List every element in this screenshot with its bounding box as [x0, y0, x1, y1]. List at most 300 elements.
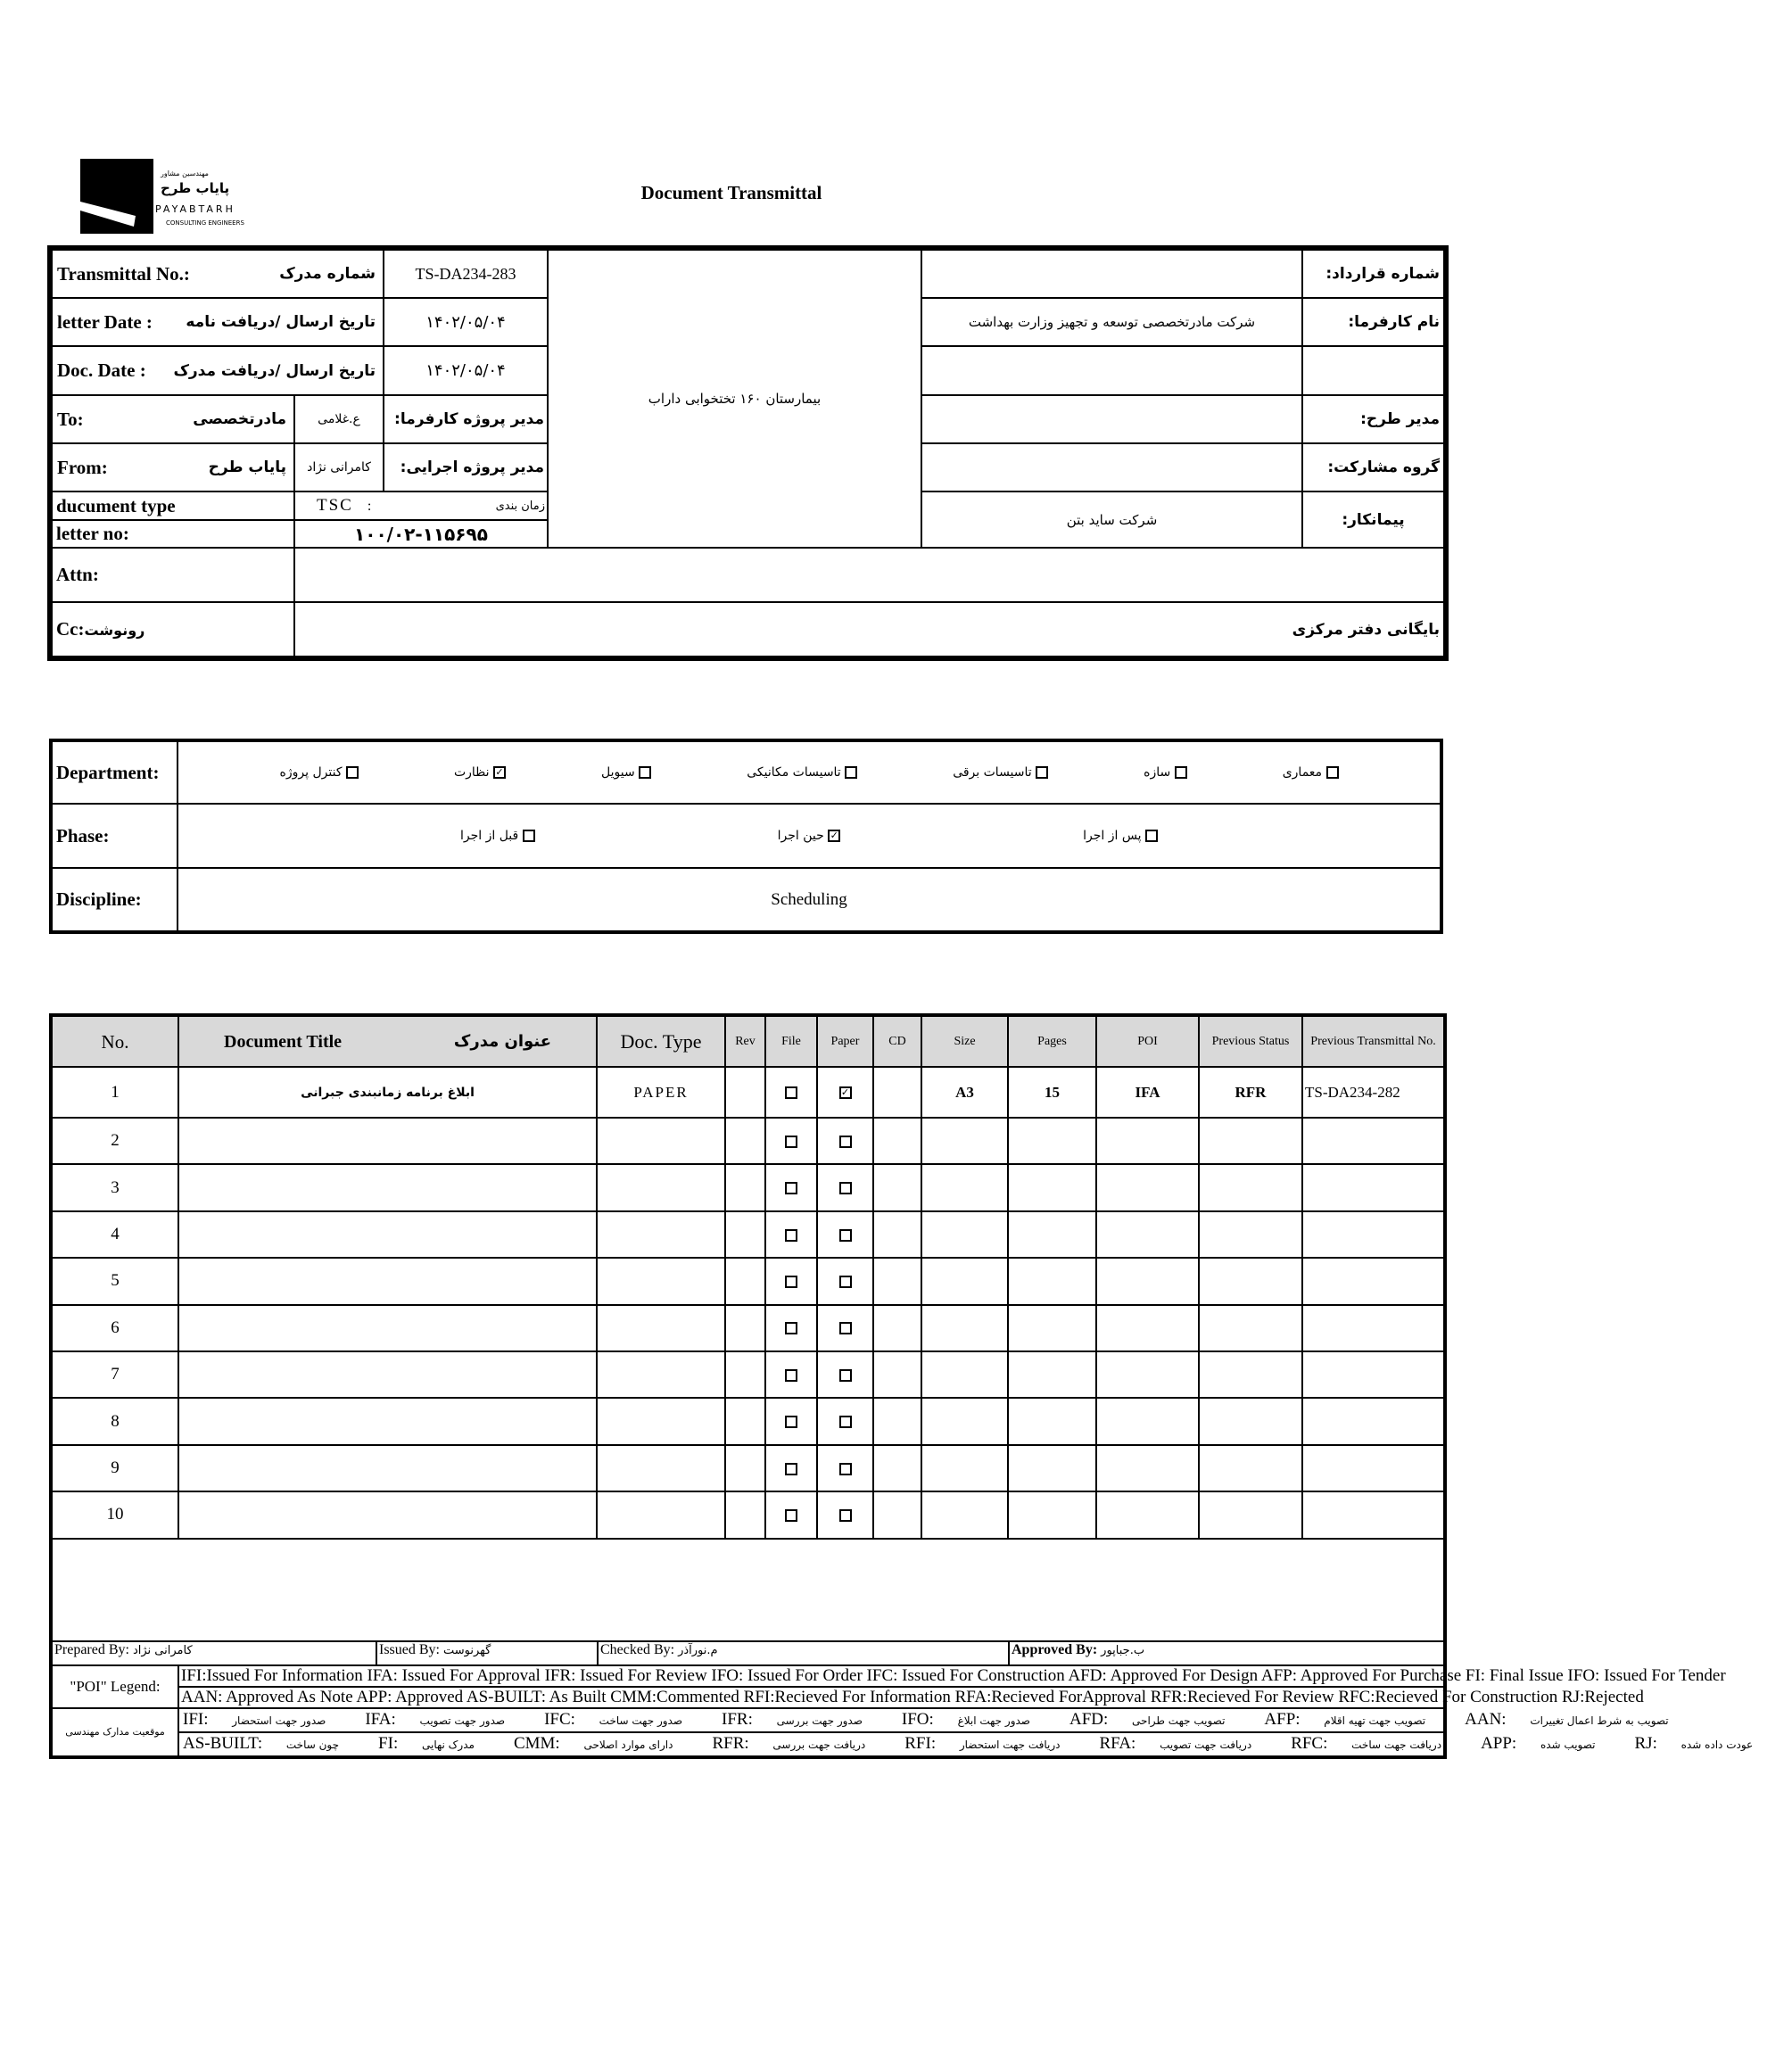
row-title [178, 1118, 597, 1164]
row-file[interactable] [765, 1067, 817, 1118]
phase-option-label: پس از اجرا [1083, 829, 1142, 843]
row-rev [725, 1258, 765, 1304]
row-paper[interactable] [817, 1164, 873, 1210]
contract-no-label: شماره قرارداد: [1302, 249, 1445, 298]
row-prev-status: RFR [1199, 1067, 1302, 1118]
row-pages [1008, 1305, 1096, 1351]
row-paper[interactable] [817, 1211, 873, 1258]
row-no: 2 [51, 1118, 178, 1164]
department-option[interactable] [454, 765, 506, 780]
legend-code: IFI: [183, 1710, 209, 1730]
partnership-value [921, 443, 1302, 491]
department-option-label: تاسیسات مکانیکی [747, 765, 841, 780]
phase-options [178, 829, 1440, 843]
document-type-label: ducument type [51, 491, 294, 520]
department-option-label: کنترل پروژه [279, 765, 343, 780]
plan-manager-value [921, 395, 1302, 443]
row-cd [873, 1211, 921, 1258]
row-doc-type [597, 1351, 725, 1398]
department-option-label: سیویل [601, 765, 635, 780]
location-legend-item [514, 1734, 693, 1753]
table-row [51, 1445, 1445, 1491]
checked-by-label: Checked By: [600, 1641, 675, 1657]
row-cd [873, 1305, 921, 1351]
prepared-by-label: Prepared By: [54, 1641, 129, 1657]
row-rev [725, 1445, 765, 1491]
department-option[interactable] [601, 765, 651, 780]
blank-label [1302, 346, 1445, 395]
row-rev [725, 1491, 765, 1538]
row-file[interactable] [765, 1445, 817, 1491]
row-poi [1096, 1445, 1199, 1491]
row-poi [1096, 1305, 1199, 1351]
letter-no-value: ۱۰۰/۰۲-۱۱۵۶۹۵ [294, 520, 548, 548]
location-legend-item [1069, 1710, 1244, 1729]
row-prev-transmittal: TS-DA234-282 [1302, 1067, 1445, 1118]
location-legend-item [902, 1710, 1050, 1729]
department-option[interactable] [280, 765, 359, 780]
row-file[interactable] [765, 1211, 817, 1258]
letter-date-label: letter Date : [57, 310, 153, 333]
row-rev [725, 1067, 765, 1118]
row-doc-type [597, 1445, 725, 1491]
logo-mark-icon [80, 159, 153, 234]
executive-pm-label: مدیر پروژه اجرایی: [384, 443, 548, 491]
legend-code: IFC: [544, 1710, 575, 1730]
file-checkbox-icon[interactable] [785, 1276, 797, 1288]
document-type-sep: : [367, 499, 372, 514]
department-option[interactable] [953, 765, 1048, 780]
blank-value [921, 346, 1302, 395]
issued-by-name: گهرنوست [443, 1643, 491, 1657]
row-size [921, 1351, 1008, 1398]
legend-code: APP: [1481, 1734, 1517, 1754]
to-name: ع.غلامی [294, 395, 384, 443]
row-size [921, 1211, 1008, 1258]
col-paper: Paper [817, 1015, 873, 1067]
row-doc-type [597, 1491, 725, 1538]
location-label: موقعیت مدارک مهندسی [51, 1708, 178, 1757]
row-pages [1008, 1164, 1096, 1210]
plan-manager-label: مدیر طرح: [1302, 395, 1445, 443]
row-title: ابلاغ برنامه زمانبندی جبرانی [178, 1067, 597, 1118]
location-legend-item [378, 1734, 494, 1753]
legend-code: IFR: [722, 1710, 753, 1730]
legend-desc: چون ساخت [285, 1739, 340, 1752]
row-no: 8 [51, 1398, 178, 1444]
legend-code: IFA: [365, 1710, 396, 1730]
legend-code: RFR: [712, 1734, 749, 1754]
row-size [921, 1445, 1008, 1491]
row-rev [725, 1398, 765, 1444]
legend-desc: صدور جهت بررسی [776, 1714, 863, 1728]
row-prev-transmittal [1302, 1305, 1445, 1351]
table-row [51, 1067, 1445, 1118]
col-title-en: Document Title [224, 1031, 343, 1052]
contractor-value: شرکت ساید بتن [921, 491, 1302, 548]
client-name-label: نام کارفرما: [1302, 298, 1445, 346]
row-prev-status [1199, 1445, 1302, 1491]
legend-desc: دریافت جهت بررسی [772, 1739, 866, 1752]
legend-code: RFC: [1291, 1734, 1328, 1754]
row-rev [725, 1351, 765, 1398]
col-doc-type: Doc. Type [597, 1015, 725, 1067]
doc-date-label: Doc. Date : [57, 359, 146, 381]
row-doc-type [597, 1305, 725, 1351]
location-legend-item [1465, 1710, 1689, 1729]
letter-no-label: letter no: [51, 520, 294, 548]
paper-checkbox-icon[interactable] [839, 1369, 852, 1382]
department-option-label: معماری [1282, 765, 1323, 780]
col-prev-status: Previous Status [1199, 1015, 1302, 1067]
transmittal-no-label: Transmittal No.: [57, 262, 190, 285]
client-name-value: شرکت مادرتخصصی توسعه و تجهیز وزارت بهداشت [921, 298, 1302, 346]
table-row [51, 1305, 1445, 1351]
file-checkbox-icon[interactable] [785, 1086, 797, 1099]
location-legend-item [1291, 1734, 1461, 1753]
approved-by-name: ب.جباپور [1101, 1643, 1145, 1657]
prepared-by-name: کامرانی نژاد [132, 1643, 193, 1657]
legend-desc: تصویب جهت طراحی [1132, 1714, 1226, 1728]
row-no: 9 [51, 1445, 178, 1491]
row-paper[interactable] [817, 1351, 873, 1398]
table-row [51, 1258, 1445, 1304]
row-pages [1008, 1445, 1096, 1491]
department-option[interactable] [747, 765, 857, 780]
logo-fa-name: پایاب طرح [161, 180, 230, 196]
poi-legend-line1: IFI:Issued For Information IFA: Issued For Approval IFR: Issued For Review IFO: Issued For Order IFC: Issued For Construction AFD: Approved For Design AFP: Approved For Purchase FI: Final Issue IFO: Issued For Tender [178, 1665, 1445, 1687]
checkbox-icon[interactable] [1145, 830, 1158, 842]
location-legend-item [712, 1734, 885, 1753]
blank-area [51, 1539, 1445, 1641]
row-pages [1008, 1491, 1096, 1538]
approved-by-label: Approved By: [1012, 1641, 1098, 1657]
legend-desc: عودت داده شده [1681, 1739, 1754, 1752]
poi-legend-label: "POI" Legend: [51, 1665, 178, 1708]
location-legend-item [365, 1710, 524, 1729]
paper-checkbox-icon[interactable] [839, 1136, 852, 1148]
checkbox-icon[interactable]: ✓ [493, 766, 506, 779]
phase-option[interactable] [778, 829, 841, 843]
row-prev-status [1199, 1164, 1302, 1210]
row-rev [725, 1211, 765, 1258]
row-cd [873, 1398, 921, 1444]
col-file: File [765, 1015, 817, 1067]
row-poi [1096, 1164, 1199, 1210]
department-option[interactable] [1283, 765, 1339, 780]
company-logo [80, 159, 268, 235]
location-legend-line4 [178, 1732, 1754, 1757]
legend-desc: دریافت جهت تصویب [1160, 1739, 1252, 1752]
legend-code: FI: [378, 1734, 399, 1754]
table-row [51, 1211, 1445, 1258]
row-rev [725, 1305, 765, 1351]
location-legend-item [904, 1734, 1079, 1753]
col-size: Size [921, 1015, 1008, 1067]
file-checkbox-icon[interactable] [785, 1182, 797, 1194]
letter-date-fa-label: تاریخ ارسال /دریافت نامه [186, 313, 376, 331]
row-paper[interactable] [817, 1445, 873, 1491]
legend-code: CMM: [513, 1734, 560, 1754]
paper-checkbox-icon[interactable] [839, 1182, 852, 1194]
row-prev-status [1199, 1398, 1302, 1444]
row-no: 1 [51, 1067, 178, 1118]
department-option[interactable] [1144, 765, 1187, 780]
checkbox-icon[interactable] [1326, 766, 1339, 779]
legend-desc: تصویب شده [1540, 1739, 1596, 1752]
location-legend-item [183, 1734, 359, 1753]
row-poi [1096, 1351, 1199, 1398]
row-no: 7 [51, 1351, 178, 1398]
row-cd [873, 1258, 921, 1304]
col-pages: Pages [1008, 1015, 1096, 1067]
paper-checkbox-icon[interactable] [839, 1322, 852, 1334]
row-prev-status [1199, 1118, 1302, 1164]
row-doc-type [597, 1164, 725, 1210]
discipline-label: Discipline: [51, 868, 178, 932]
checkbox-icon[interactable] [523, 830, 535, 842]
doc-date-value: ۱۴۰۲/۰۵/۰۴ [384, 346, 548, 395]
row-prev-status [1199, 1211, 1302, 1258]
row-no: 10 [51, 1491, 178, 1538]
row-size: A3 [921, 1067, 1008, 1118]
checkbox-icon[interactable] [346, 766, 359, 779]
row-prev-status [1199, 1491, 1302, 1538]
row-cd [873, 1351, 921, 1398]
legend-desc: دارای موارد اصلاحی [583, 1739, 673, 1752]
row-file[interactable] [765, 1118, 817, 1164]
col-title-fa: عنوان مدرک [453, 1031, 551, 1051]
row-size [921, 1164, 1008, 1210]
row-file[interactable] [765, 1164, 817, 1210]
legend-code: RFA: [1099, 1734, 1136, 1754]
row-title [178, 1164, 597, 1210]
row-file[interactable] [765, 1258, 817, 1304]
legend-code: AFP: [1264, 1710, 1301, 1730]
client-pm-label: مدیر پروژه کارفرما: [384, 395, 548, 443]
row-prev-transmittal [1302, 1445, 1445, 1491]
row-no: 3 [51, 1164, 178, 1210]
phase-label: Phase: [51, 804, 178, 868]
legend-desc: تصویب جهت تهیه اقلام [1324, 1714, 1426, 1728]
phase-option-label: حین اجرا [777, 829, 824, 843]
row-doc-type [597, 1118, 725, 1164]
row-prev-transmittal [1302, 1258, 1445, 1304]
legend-desc: دریافت جهت استحضار [959, 1739, 1061, 1752]
legend-desc: صدور جهت تصویب [419, 1714, 506, 1728]
row-cd [873, 1164, 921, 1210]
col-poi: POI [1096, 1015, 1199, 1067]
department-options [178, 765, 1440, 780]
department-label: Department: [51, 740, 178, 804]
checkbox-icon[interactable] [639, 766, 651, 779]
row-paper[interactable] [817, 1305, 873, 1351]
from-name: کامرانی نژاد [294, 443, 384, 491]
paper-checkbox-icon[interactable] [839, 1229, 852, 1242]
paper-checkbox-icon[interactable] [839, 1276, 852, 1288]
letter-date-value: ۱۴۰۲/۰۵/۰۴ [384, 298, 548, 346]
row-paper[interactable] [817, 1398, 873, 1444]
row-pages: 15 [1008, 1067, 1096, 1118]
row-rev [725, 1164, 765, 1210]
legend-code: RFI: [904, 1734, 937, 1754]
row-no: 5 [51, 1258, 178, 1304]
table-row [51, 1118, 1445, 1164]
poi-legend-line2: AAN: Approved As Note APP: Approved AS-BUILT: As Built CMM:Commented RFI:Recieved For Information RFA:Recieved ForApproval RFR:Recieved For Review RFC:Recieved For Construction RJ:Rejected [178, 1687, 1445, 1708]
project-name: بیمارستان ۱۶۰ تختخوابی داراب [548, 249, 921, 548]
attn-label: Attn: [51, 548, 294, 602]
checkbox-icon[interactable]: ✓ [828, 830, 840, 842]
row-doc-type [597, 1398, 725, 1444]
legend-desc: مدرک نهایی [421, 1739, 475, 1752]
row-size [921, 1398, 1008, 1444]
row-prev-status [1199, 1351, 1302, 1398]
cc-fa-label: رونوشت [84, 622, 145, 639]
row-title [178, 1211, 597, 1258]
row-pages [1008, 1258, 1096, 1304]
row-prev-transmittal [1302, 1118, 1445, 1164]
row-rev [725, 1118, 765, 1164]
row-size [921, 1305, 1008, 1351]
row-size [921, 1118, 1008, 1164]
legend-code: AAN: [1465, 1710, 1507, 1730]
table-row [51, 1491, 1445, 1538]
legend-code: AFD: [1069, 1710, 1109, 1730]
row-paper[interactable] [817, 1258, 873, 1304]
checked-by-name: م.نورآذر [678, 1643, 718, 1657]
from-label: From: [57, 456, 108, 478]
file-checkbox-icon[interactable] [785, 1229, 797, 1242]
legend-code: IFO: [901, 1710, 934, 1730]
legend-code: AS-BUILT: [183, 1734, 263, 1754]
row-doc-type [597, 1211, 725, 1258]
row-pages [1008, 1351, 1096, 1398]
file-checkbox-icon[interactable] [785, 1416, 797, 1428]
row-pages [1008, 1211, 1096, 1258]
row-paper[interactable] [817, 1067, 873, 1118]
row-no: 4 [51, 1211, 178, 1258]
cc-value: بایگانی دفتر مرکزی [294, 602, 1445, 657]
file-checkbox-icon[interactable] [785, 1509, 797, 1522]
row-cd [873, 1445, 921, 1491]
file-checkbox-icon[interactable] [785, 1463, 797, 1475]
row-title [178, 1398, 597, 1444]
row-title [178, 1351, 597, 1398]
row-doc-type [597, 1258, 725, 1304]
phase-option[interactable] [460, 829, 535, 843]
paper-checkbox-icon[interactable] [839, 1509, 852, 1522]
contract-no-value [921, 249, 1302, 298]
checkbox-icon[interactable] [1036, 766, 1048, 779]
row-prev-transmittal [1302, 1398, 1445, 1444]
document-type-code: TSC [317, 496, 353, 515]
department-option-label: تاسیسات برقی [953, 765, 1032, 780]
to-org: مادرتخصصی [193, 410, 286, 428]
department-option-label: سازه [1144, 765, 1171, 780]
row-poi: IFA [1096, 1067, 1199, 1118]
row-pages [1008, 1398, 1096, 1444]
legend-desc: صدور جهت ساخت [599, 1714, 683, 1728]
location-legend-item [544, 1710, 702, 1729]
row-paper[interactable] [817, 1118, 873, 1164]
file-checkbox-icon[interactable] [785, 1136, 797, 1148]
department-option-label: نظارت [453, 765, 490, 780]
row-poi [1096, 1211, 1199, 1258]
row-title [178, 1445, 597, 1491]
row-cd [873, 1491, 921, 1538]
legend-code: RJ: [1634, 1734, 1657, 1754]
row-paper[interactable] [817, 1491, 873, 1538]
row-title [178, 1258, 597, 1304]
row-prev-status [1199, 1305, 1302, 1351]
file-checkbox-icon[interactable] [785, 1369, 797, 1382]
file-checkbox-icon[interactable] [785, 1322, 797, 1334]
col-cd: CD [873, 1015, 921, 1067]
classification-table [49, 739, 1443, 934]
legend-desc: دریافت جهت ساخت [1351, 1739, 1442, 1752]
location-legend-item [1481, 1734, 1614, 1753]
to-label: To: [57, 408, 84, 430]
location-legend-line3 [178, 1708, 1669, 1732]
paper-checkbox-icon[interactable] [839, 1463, 852, 1475]
row-prev-transmittal [1302, 1491, 1445, 1538]
logo-fa-small: مهندسین مشاور [161, 169, 209, 178]
row-size [921, 1258, 1008, 1304]
paper-checkbox-icon[interactable]: ✓ [839, 1086, 852, 1099]
col-no: No. [51, 1015, 178, 1067]
location-legend-item [183, 1710, 345, 1729]
issued-by-label: Issued By: [379, 1641, 440, 1657]
table-row [51, 1398, 1445, 1444]
col-prev-transmittal: Previous Transmittal No. [1302, 1015, 1445, 1067]
paper-checkbox-icon[interactable] [839, 1416, 852, 1428]
transmittal-no-fa-label: شماره مدرک [279, 265, 376, 283]
row-file[interactable] [765, 1305, 817, 1351]
table-row [51, 1351, 1445, 1398]
checkbox-icon[interactable] [845, 766, 857, 779]
legend-desc: صدور جهت ابلاغ [957, 1714, 1030, 1728]
row-file[interactable] [765, 1398, 817, 1444]
from-org: پایاب طرح [208, 458, 286, 476]
row-cd [873, 1067, 921, 1118]
row-prev-transmittal [1302, 1351, 1445, 1398]
row-file[interactable] [765, 1351, 817, 1398]
cc-label: Cc: [56, 618, 85, 640]
col-rev: Rev [725, 1015, 765, 1067]
row-pages [1008, 1118, 1096, 1164]
partnership-label: گروه مشارکت: [1302, 443, 1445, 491]
row-title [178, 1491, 597, 1538]
documents-table [49, 1013, 1754, 1759]
page-title: Document Transmittal [640, 182, 822, 203]
row-poi [1096, 1118, 1199, 1164]
row-poi [1096, 1491, 1199, 1538]
transmittal-no-value: TS-DA234-283 [384, 249, 548, 298]
row-cd [873, 1118, 921, 1164]
phase-option[interactable] [1083, 829, 1158, 843]
row-prev-status [1199, 1258, 1302, 1304]
checkbox-icon[interactable] [1175, 766, 1187, 779]
discipline-value: Scheduling [178, 868, 1441, 932]
legend-desc: صدور جهت استحضار [232, 1714, 326, 1728]
legend-desc: تصویب به شرط اعمال تغییرات [1530, 1714, 1669, 1728]
row-doc-type: PAPER [597, 1067, 725, 1118]
logo-en-sub: CONSULTING ENGINEERS [166, 219, 244, 227]
attn-value [294, 548, 1445, 602]
doc-date-fa-label: تاریخ ارسال /دریافت مدرک [173, 361, 376, 380]
row-file[interactable] [765, 1491, 817, 1538]
row-size [921, 1491, 1008, 1538]
